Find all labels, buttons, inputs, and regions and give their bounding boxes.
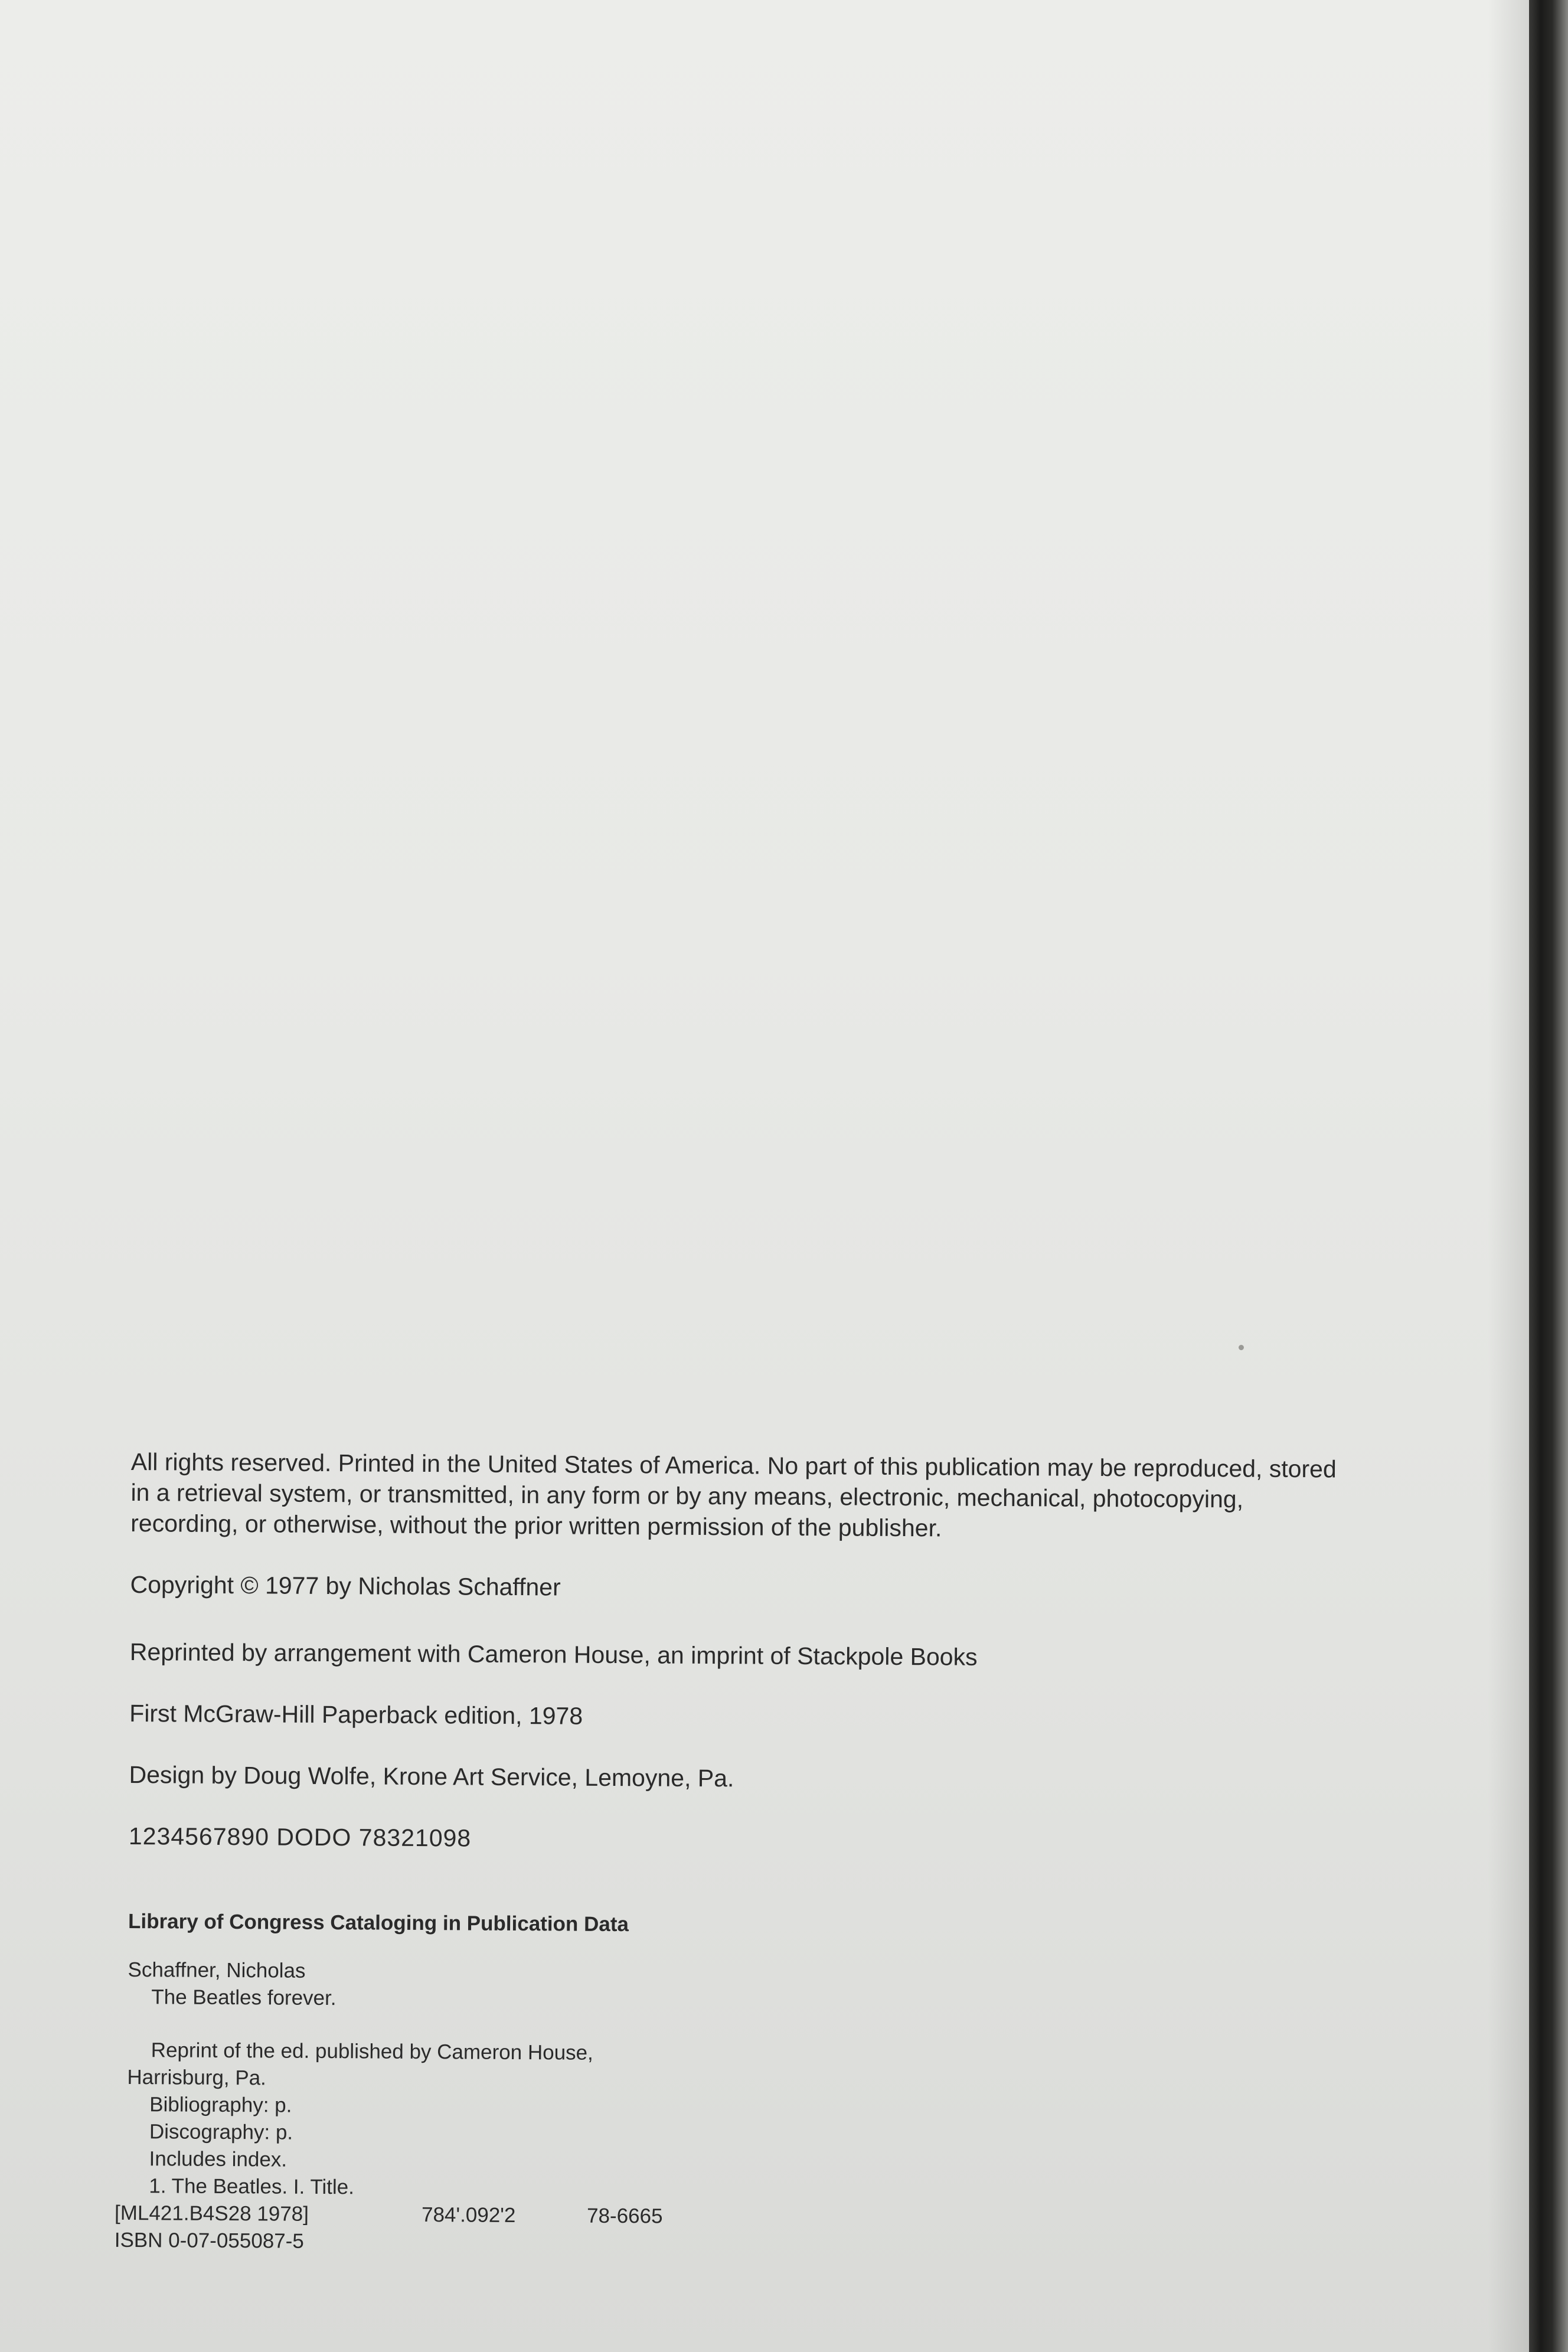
- cip-call-number: [ML421.B4S28 1978]: [114, 2201, 309, 2226]
- reprint-note: Reprinted by arrangement with Cameron House, an imprint of Stackpole Books: [129, 1638, 978, 1671]
- rights-statement: [130, 1446, 1524, 1547]
- cip-isbn: ISBN 0-07-055087-5: [114, 2228, 304, 2253]
- copyright-notice: Copyright © 1977 by Nicholas Schaffner: [130, 1570, 561, 1601]
- paper-speck: [1239, 1345, 1244, 1350]
- design-credit: Design by Doug Wolfe, Krone Art Service, Lemoyne, Pa.: [129, 1760, 734, 1792]
- cip-index: Includes index.: [149, 2147, 288, 2171]
- cip-reprint-line-2: Harrisburg, Pa.: [127, 2065, 266, 2090]
- rights-line-3: recording, or otherwise, without the prior written permission of the publisher.: [130, 1509, 942, 1542]
- cip-bibliography: Bibliography: p.: [149, 2093, 292, 2117]
- cip-author: Schaffner, Nicholas: [128, 1958, 306, 1982]
- cataloging-record: [114, 1956, 1521, 2262]
- cip-lccn: 78-6665: [586, 2204, 663, 2228]
- book-binding-edge: [1529, 0, 1568, 2352]
- cip-discography: Discography: p.: [149, 2120, 293, 2144]
- rights-line-2: in a retrieval system, or transmitted, in any form or by any means, electronic, mechanical, photocopying,: [130, 1478, 1244, 1513]
- cataloging-heading: Library of Congress Cataloging in Publication Data: [128, 1909, 629, 1936]
- rights-line-1: All rights reserved. Printed in the United States of America. No part of this publication may be reproduced, stored: [130, 1448, 1337, 1483]
- copyright-page-text: [114, 1446, 1524, 2262]
- cip-subjects: 1. The Beatles. I. Title.: [149, 2174, 355, 2199]
- print-line: 1234567890 DODO 78321098: [128, 1822, 472, 1852]
- cip-title: The Beatles forever.: [151, 1985, 337, 2010]
- cip-reprint-line-1: Reprint of the ed. published by Cameron House,: [151, 2039, 593, 2064]
- cip-dewey: 784'.092'2: [421, 2203, 516, 2227]
- edition-note: First McGraw-Hill Paperback edition, 1978: [129, 1699, 583, 1730]
